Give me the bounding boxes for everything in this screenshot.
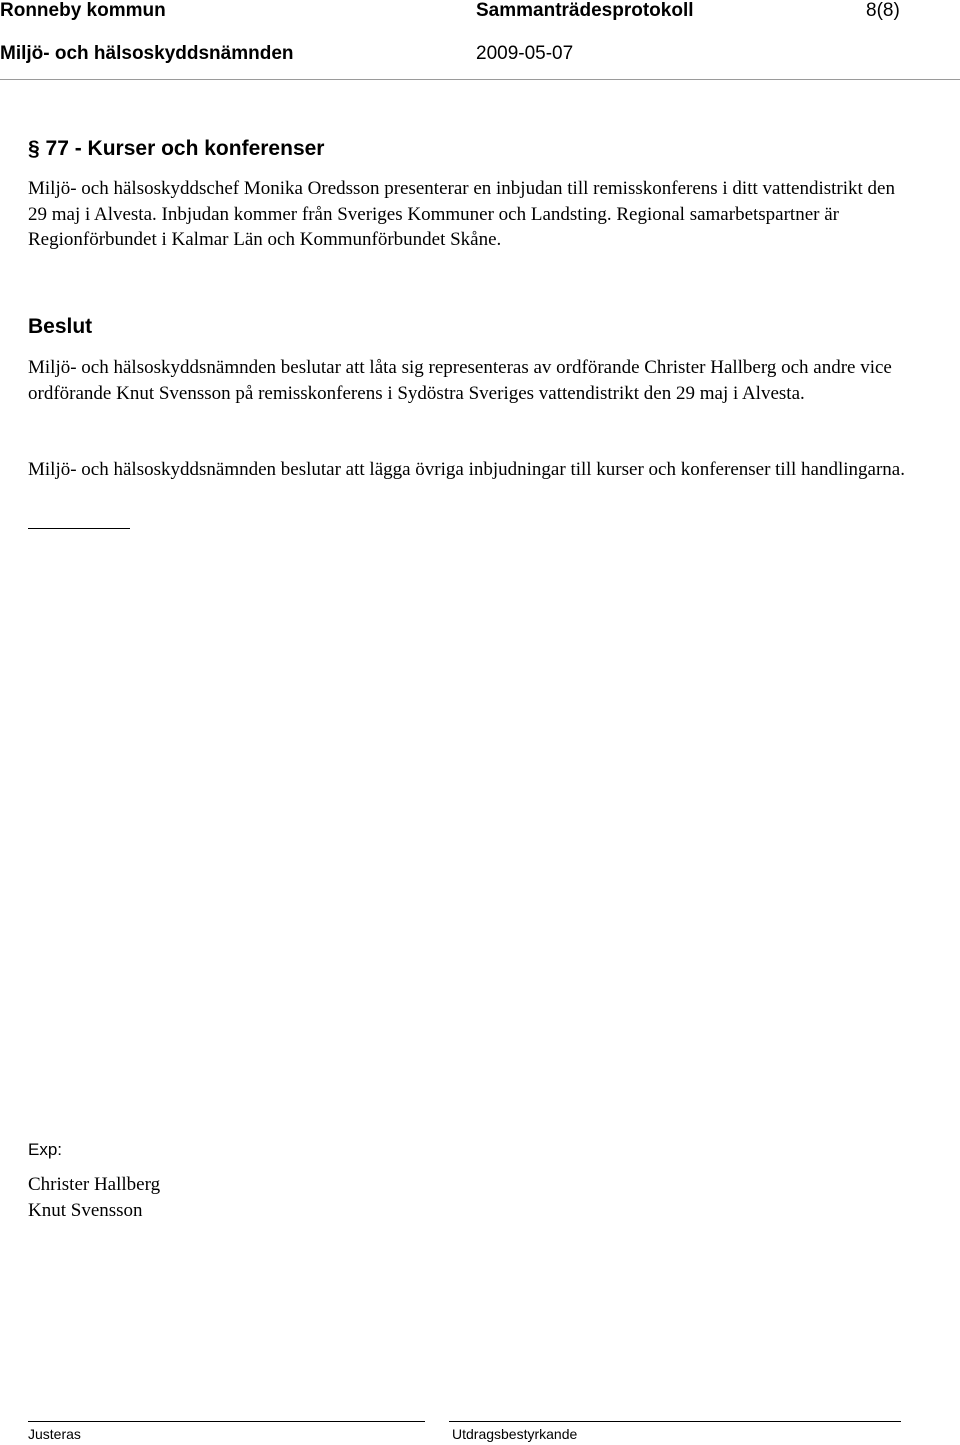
header-divider (0, 79, 960, 80)
section-title-text: 77 - Kurser och konferenser (45, 137, 325, 160)
section-title (28, 137, 324, 161)
document-type: Sammanträdesprotokoll (476, 0, 694, 21)
utdragsbestyrkande-label: Utdragsbestyrkande (452, 1426, 578, 1442)
exp-recipient: Christer Hallberg (28, 1174, 161, 1195)
meeting-date: 2009-05-07 (476, 43, 574, 64)
justeras-signature-line (28, 1421, 425, 1422)
paragraph-symbol: § (28, 137, 40, 160)
exp-label: Exp: (28, 1140, 63, 1159)
board-name: Miljö- och hälsoskyddsnämnden (0, 43, 294, 64)
page-number: 8(8) (866, 0, 900, 21)
exp-recipient: Knut Svensson (28, 1200, 143, 1221)
exp-recipient-list (28, 1172, 160, 1224)
organization-name: Ronneby kommun (0, 0, 166, 21)
decision-paragraph-1: Miljö- och hälsoskyddsnämnden beslutar att låta sig representeras av ordförande Christer Hallberg och andre vice ordförande Knut Svensson på remisskonferens i Sydöstra Sveriges vattendistrikt den 29 maj i Alvesta. (28, 357, 892, 404)
justeras-label: Justeras (28, 1426, 81, 1442)
decision-paragraph-2: Miljö- och hälsoskyddsnämnden beslutar att lägga övriga inbjudningar till kurser och konferenser till handlingarna. (28, 459, 905, 480)
utdragsbestyrkande-signature-line (449, 1421, 901, 1422)
section-end-rule (28, 528, 130, 529)
decision-heading: Beslut (28, 315, 93, 338)
intro-paragraph: Miljö- och hälsoskyddschef Monika Oredsson presenterar en inbjudan till remisskonferens i ditt vattendistrikt den 29 maj i Alvesta. Inbjudan kommer från Sveriges Kommuner och Landsting. Regional samarbetspartner är Regionförbundet i Kalmar Län och Kommunförbundet Skåne. (28, 178, 895, 250)
